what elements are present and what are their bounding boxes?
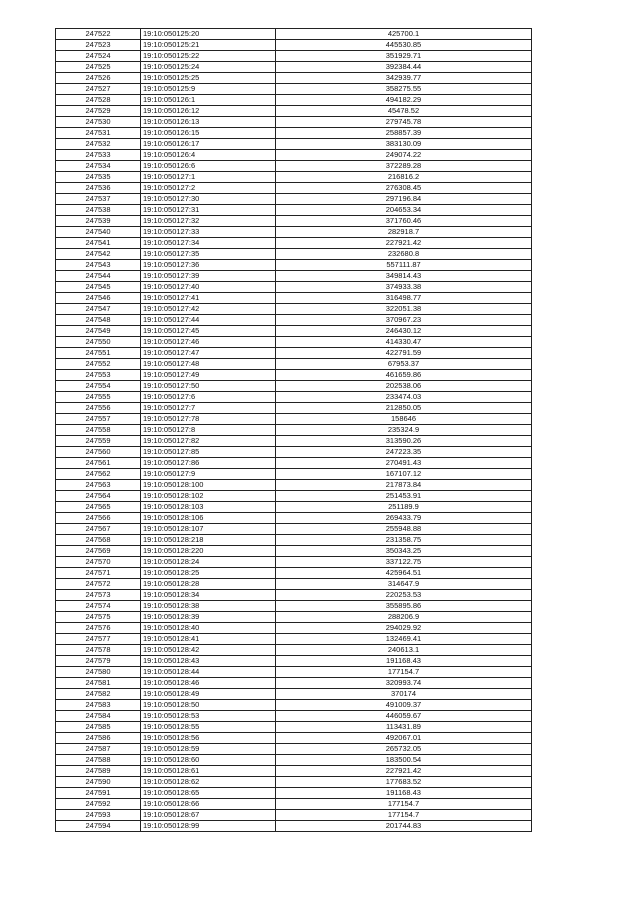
value-cell: 392384.44	[276, 62, 532, 73]
value-cell: 414330.47	[276, 337, 532, 348]
row-number-cell: 247522	[56, 29, 141, 40]
table-row	[56, 766, 532, 777]
row-number-cell: 247576	[56, 623, 141, 634]
table-row	[56, 73, 532, 84]
row-number-cell: 247572	[56, 579, 141, 590]
cadastral-number-cell: 19:10:050128:62	[141, 777, 276, 788]
cadastral-number-cell: 19:10:050128:46	[141, 678, 276, 689]
cadastral-number-cell: 19:10:050128:24	[141, 557, 276, 568]
data-table	[55, 28, 532, 832]
cadastral-number-cell: 19:10:050128:55	[141, 722, 276, 733]
cadastral-number-cell: 19:10:050127:8	[141, 425, 276, 436]
table-row	[56, 612, 532, 623]
value-cell: 461659.86	[276, 370, 532, 381]
cadastral-number-cell: 19:10:050126:1	[141, 95, 276, 106]
cadastral-number-cell: 19:10:050125:22	[141, 51, 276, 62]
table-row	[56, 172, 532, 183]
cadastral-number-cell: 19:10:050127:49	[141, 370, 276, 381]
cadastral-number-cell: 19:10:050127:33	[141, 227, 276, 238]
row-number-cell: 247561	[56, 458, 141, 469]
cadastral-number-cell: 19:10:050127:30	[141, 194, 276, 205]
row-number-cell: 247549	[56, 326, 141, 337]
row-number-cell: 247574	[56, 601, 141, 612]
table-row	[56, 304, 532, 315]
table-body	[56, 29, 532, 832]
value-cell: 383130.09	[276, 139, 532, 150]
table-row	[56, 447, 532, 458]
row-number-cell: 247525	[56, 62, 141, 73]
row-number-cell: 247571	[56, 568, 141, 579]
row-number-cell: 247564	[56, 491, 141, 502]
value-cell: 232680.8	[276, 249, 532, 260]
cadastral-number-cell: 19:10:050127:6	[141, 392, 276, 403]
row-number-cell: 247587	[56, 744, 141, 755]
cadastral-number-cell: 19:10:050128:28	[141, 579, 276, 590]
cadastral-number-cell: 19:10:050126:4	[141, 150, 276, 161]
table-row	[56, 502, 532, 513]
row-number-cell: 247560	[56, 447, 141, 458]
cadastral-number-cell: 19:10:050127:44	[141, 315, 276, 326]
table-row	[56, 645, 532, 656]
cadastral-number-cell: 19:10:050127:85	[141, 447, 276, 458]
value-cell: 313590.26	[276, 436, 532, 447]
table-row	[56, 777, 532, 788]
value-cell: 177154.7	[276, 799, 532, 810]
table-row	[56, 799, 532, 810]
table-row	[56, 205, 532, 216]
cadastral-number-cell: 19:10:050128:43	[141, 656, 276, 667]
value-cell: 45478.52	[276, 106, 532, 117]
table-row	[56, 711, 532, 722]
row-number-cell: 247529	[56, 106, 141, 117]
cadastral-number-cell: 19:10:050127:86	[141, 458, 276, 469]
value-cell: 251189.9	[276, 502, 532, 513]
row-number-cell: 247558	[56, 425, 141, 436]
table-row	[56, 40, 532, 51]
value-cell: 167107.12	[276, 469, 532, 480]
value-cell: 276308.45	[276, 183, 532, 194]
row-number-cell: 247537	[56, 194, 141, 205]
table-row	[56, 370, 532, 381]
row-number-cell: 247553	[56, 370, 141, 381]
row-number-cell: 247542	[56, 249, 141, 260]
cadastral-number-cell: 19:10:050127:36	[141, 260, 276, 271]
value-cell: 235324.9	[276, 425, 532, 436]
value-cell: 491009.37	[276, 700, 532, 711]
row-number-cell: 247552	[56, 359, 141, 370]
row-number-cell: 247563	[56, 480, 141, 491]
row-number-cell: 247541	[56, 238, 141, 249]
table-row	[56, 51, 532, 62]
cadastral-number-cell: 19:10:050128:61	[141, 766, 276, 777]
value-cell: 337122.75	[276, 557, 532, 568]
cadastral-number-cell: 19:10:050128:34	[141, 590, 276, 601]
row-number-cell: 247566	[56, 513, 141, 524]
cadastral-number-cell: 19:10:050127:40	[141, 282, 276, 293]
table-row	[56, 722, 532, 733]
table-row	[56, 480, 532, 491]
cadastral-number-cell: 19:10:050127:31	[141, 205, 276, 216]
cadastral-number-cell: 19:10:050128:220	[141, 546, 276, 557]
row-number-cell: 247585	[56, 722, 141, 733]
table-row	[56, 337, 532, 348]
row-number-cell: 247573	[56, 590, 141, 601]
table-row	[56, 183, 532, 194]
cadastral-number-cell: 19:10:050128:99	[141, 821, 276, 832]
cadastral-number-cell: 19:10:050127:42	[141, 304, 276, 315]
value-cell: 249074.22	[276, 150, 532, 161]
value-cell: 177154.7	[276, 810, 532, 821]
value-cell: 446059.67	[276, 711, 532, 722]
value-cell: 342939.77	[276, 73, 532, 84]
table-row	[56, 249, 532, 260]
value-cell: 282918.7	[276, 227, 532, 238]
value-cell: 279745.78	[276, 117, 532, 128]
row-number-cell: 247556	[56, 403, 141, 414]
row-number-cell: 247544	[56, 271, 141, 282]
cadastral-number-cell: 19:10:050127:2	[141, 183, 276, 194]
cadastral-number-cell: 19:10:050128:50	[141, 700, 276, 711]
row-number-cell: 247583	[56, 700, 141, 711]
value-cell: 370174	[276, 689, 532, 700]
cadastral-number-cell: 19:10:050128:56	[141, 733, 276, 744]
row-number-cell: 247546	[56, 293, 141, 304]
value-cell: 294029.92	[276, 623, 532, 634]
table-row	[56, 62, 532, 73]
row-number-cell: 247557	[56, 414, 141, 425]
table-row	[56, 128, 532, 139]
table-row	[56, 755, 532, 766]
value-cell: 425700.1	[276, 29, 532, 40]
row-number-cell: 247586	[56, 733, 141, 744]
table-row	[56, 216, 532, 227]
value-cell: 316498.77	[276, 293, 532, 304]
row-number-cell: 247568	[56, 535, 141, 546]
cadastral-number-cell: 19:10:050125:25	[141, 73, 276, 84]
row-number-cell: 247524	[56, 51, 141, 62]
table-row	[56, 348, 532, 359]
table-row	[56, 788, 532, 799]
value-cell: 355895.86	[276, 601, 532, 612]
row-number-cell: 247535	[56, 172, 141, 183]
table-row	[56, 260, 532, 271]
row-number-cell: 247594	[56, 821, 141, 832]
cadastral-number-cell: 19:10:050128:59	[141, 744, 276, 755]
table-row	[56, 524, 532, 535]
cadastral-number-cell: 19:10:050127:46	[141, 337, 276, 348]
row-number-cell: 247531	[56, 128, 141, 139]
cadastral-number-cell: 19:10:050127:1	[141, 172, 276, 183]
table-row	[56, 381, 532, 392]
row-number-cell: 247559	[56, 436, 141, 447]
cadastral-number-cell: 19:10:050127:34	[141, 238, 276, 249]
cadastral-number-cell: 19:10:050128:42	[141, 645, 276, 656]
value-cell: 240613.1	[276, 645, 532, 656]
row-number-cell: 247588	[56, 755, 141, 766]
table-row	[56, 601, 532, 612]
value-cell: 320993.74	[276, 678, 532, 689]
table-row	[56, 84, 532, 95]
row-number-cell: 247579	[56, 656, 141, 667]
value-cell: 217873.84	[276, 480, 532, 491]
value-cell: 255948.88	[276, 524, 532, 535]
value-cell: 231358.75	[276, 535, 532, 546]
cadastral-number-cell: 19:10:050127:78	[141, 414, 276, 425]
table-row	[56, 667, 532, 678]
row-number-cell: 247567	[56, 524, 141, 535]
table-row	[56, 436, 532, 447]
cadastral-number-cell: 19:10:050128:53	[141, 711, 276, 722]
cadastral-number-cell: 19:10:050127:47	[141, 348, 276, 359]
row-number-cell: 247548	[56, 315, 141, 326]
row-number-cell: 247577	[56, 634, 141, 645]
value-cell: 322051.38	[276, 304, 532, 315]
table-row	[56, 579, 532, 590]
table-row	[56, 271, 532, 282]
table-row	[56, 359, 532, 370]
value-cell: 557111.87	[276, 260, 532, 271]
cadastral-number-cell: 19:10:050127:7	[141, 403, 276, 414]
table-row	[56, 634, 532, 645]
table-row	[56, 744, 532, 755]
cadastral-number-cell: 19:10:050126:15	[141, 128, 276, 139]
row-number-cell: 247527	[56, 84, 141, 95]
cadastral-number-cell: 19:10:050126:6	[141, 161, 276, 172]
value-cell: 202538.06	[276, 381, 532, 392]
table-row	[56, 546, 532, 557]
table-row	[56, 689, 532, 700]
cadastral-number-cell: 19:10:050126:17	[141, 139, 276, 150]
value-cell: 247223.35	[276, 447, 532, 458]
table-row	[56, 227, 532, 238]
row-number-cell: 247570	[56, 557, 141, 568]
table-row	[56, 139, 532, 150]
value-cell: 220253.53	[276, 590, 532, 601]
cadastral-number-cell: 19:10:050128:66	[141, 799, 276, 810]
value-cell: 212850.05	[276, 403, 532, 414]
value-cell: 201744.83	[276, 821, 532, 832]
row-number-cell: 247591	[56, 788, 141, 799]
cadastral-number-cell: 19:10:050128:67	[141, 810, 276, 821]
table-row	[56, 425, 532, 436]
value-cell: 191168.43	[276, 656, 532, 667]
row-number-cell: 247578	[56, 645, 141, 656]
row-number-cell: 247562	[56, 469, 141, 480]
table-row	[56, 95, 532, 106]
row-number-cell: 247538	[56, 205, 141, 216]
table-row	[56, 106, 532, 117]
value-cell: 372289.28	[276, 161, 532, 172]
value-cell: 314647.9	[276, 579, 532, 590]
value-cell: 183500.54	[276, 755, 532, 766]
value-cell: 349814.43	[276, 271, 532, 282]
table-row	[56, 590, 532, 601]
row-number-cell: 247590	[56, 777, 141, 788]
cadastral-number-cell: 19:10:050128:49	[141, 689, 276, 700]
cadastral-number-cell: 19:10:050127:82	[141, 436, 276, 447]
cadastral-number-cell: 19:10:050127:39	[141, 271, 276, 282]
table-row	[56, 458, 532, 469]
value-cell: 67953.37	[276, 359, 532, 370]
value-cell: 270491.43	[276, 458, 532, 469]
value-cell: 492067.01	[276, 733, 532, 744]
table-row	[56, 392, 532, 403]
cadastral-number-cell: 19:10:050128:102	[141, 491, 276, 502]
cadastral-number-cell: 19:10:050125:24	[141, 62, 276, 73]
table-row	[56, 568, 532, 579]
value-cell: 227921.42	[276, 766, 532, 777]
cadastral-number-cell: 19:10:050126:13	[141, 117, 276, 128]
value-cell: 358275.55	[276, 84, 532, 95]
table-row	[56, 623, 532, 634]
value-cell: 177154.7	[276, 667, 532, 678]
row-number-cell: 247580	[56, 667, 141, 678]
row-number-cell: 247534	[56, 161, 141, 172]
value-cell: 251453.91	[276, 491, 532, 502]
value-cell: 216816.2	[276, 172, 532, 183]
cadastral-number-cell: 19:10:050128:39	[141, 612, 276, 623]
row-number-cell: 247592	[56, 799, 141, 810]
cadastral-number-cell: 19:10:050128:107	[141, 524, 276, 535]
value-cell: 425964.51	[276, 568, 532, 579]
value-cell: 288206.9	[276, 612, 532, 623]
row-number-cell: 247551	[56, 348, 141, 359]
cadastral-number-cell: 19:10:050125:20	[141, 29, 276, 40]
value-cell: 374933.38	[276, 282, 532, 293]
row-number-cell: 247555	[56, 392, 141, 403]
cadastral-number-cell: 19:10:050127:48	[141, 359, 276, 370]
value-cell: 191168.43	[276, 788, 532, 799]
value-cell: 158646	[276, 414, 532, 425]
row-number-cell: 247569	[56, 546, 141, 557]
table-row	[56, 194, 532, 205]
value-cell: 297196.84	[276, 194, 532, 205]
cadastral-number-cell: 19:10:050128:38	[141, 601, 276, 612]
cadastral-number-cell: 19:10:050127:45	[141, 326, 276, 337]
table-row	[56, 678, 532, 689]
value-cell: 445530.85	[276, 40, 532, 51]
table-row	[56, 161, 532, 172]
cadastral-number-cell: 19:10:050127:9	[141, 469, 276, 480]
cadastral-number-cell: 19:10:050128:100	[141, 480, 276, 491]
cadastral-number-cell: 19:10:050125:9	[141, 84, 276, 95]
row-number-cell: 247554	[56, 381, 141, 392]
cadastral-number-cell: 19:10:050128:40	[141, 623, 276, 634]
cadastral-number-cell: 19:10:050127:35	[141, 249, 276, 260]
table-row	[56, 326, 532, 337]
value-cell: 204653.34	[276, 205, 532, 216]
table-row	[56, 282, 532, 293]
table-row	[56, 535, 532, 546]
row-number-cell: 247581	[56, 678, 141, 689]
row-number-cell: 247540	[56, 227, 141, 238]
value-cell: 227921.42	[276, 238, 532, 249]
table-row	[56, 733, 532, 744]
row-number-cell: 247545	[56, 282, 141, 293]
cadastral-number-cell: 19:10:050128:65	[141, 788, 276, 799]
table-row	[56, 414, 532, 425]
cadastral-number-cell: 19:10:050127:50	[141, 381, 276, 392]
row-number-cell: 247547	[56, 304, 141, 315]
table-row	[56, 150, 532, 161]
table-row	[56, 810, 532, 821]
cadastral-number-cell: 19:10:050128:218	[141, 535, 276, 546]
row-number-cell: 247584	[56, 711, 141, 722]
value-cell: 265732.05	[276, 744, 532, 755]
cadastral-number-cell: 19:10:050126:12	[141, 106, 276, 117]
row-number-cell: 247530	[56, 117, 141, 128]
table-row	[56, 821, 532, 832]
value-cell: 177683.52	[276, 777, 532, 788]
row-number-cell: 247526	[56, 73, 141, 84]
cadastral-number-cell: 19:10:050127:41	[141, 293, 276, 304]
cadastral-number-cell: 19:10:050128:60	[141, 755, 276, 766]
cadastral-number-cell: 19:10:050128:44	[141, 667, 276, 678]
cadastral-number-cell: 19:10:050127:32	[141, 216, 276, 227]
table-row	[56, 29, 532, 40]
row-number-cell: 247593	[56, 810, 141, 821]
value-cell: 132469.41	[276, 634, 532, 645]
table-row	[56, 293, 532, 304]
table-row	[56, 117, 532, 128]
value-cell: 370967.23	[276, 315, 532, 326]
row-number-cell: 247536	[56, 183, 141, 194]
value-cell: 494182.29	[276, 95, 532, 106]
value-cell: 258857.39	[276, 128, 532, 139]
table-row	[56, 238, 532, 249]
table-row	[56, 315, 532, 326]
value-cell: 371760.46	[276, 216, 532, 227]
row-number-cell: 247528	[56, 95, 141, 106]
row-number-cell: 247550	[56, 337, 141, 348]
row-number-cell: 247565	[56, 502, 141, 513]
row-number-cell: 247589	[56, 766, 141, 777]
value-cell: 269433.79	[276, 513, 532, 524]
table-row	[56, 491, 532, 502]
table-row	[56, 557, 532, 568]
cadastral-number-cell: 19:10:050128:106	[141, 513, 276, 524]
cadastral-number-cell: 19:10:050128:41	[141, 634, 276, 645]
row-number-cell: 247533	[56, 150, 141, 161]
table-row	[56, 403, 532, 414]
value-cell: 351929.71	[276, 51, 532, 62]
value-cell: 246430.12	[276, 326, 532, 337]
row-number-cell: 247582	[56, 689, 141, 700]
row-number-cell: 247539	[56, 216, 141, 227]
row-number-cell: 247543	[56, 260, 141, 271]
row-number-cell: 247575	[56, 612, 141, 623]
table-row	[56, 469, 532, 480]
row-number-cell: 247523	[56, 40, 141, 51]
value-cell: 113431.89	[276, 722, 532, 733]
cadastral-number-cell: 19:10:050125:21	[141, 40, 276, 51]
table-row	[56, 700, 532, 711]
value-cell: 233474.03	[276, 392, 532, 403]
row-number-cell: 247532	[56, 139, 141, 150]
value-cell: 350343.25	[276, 546, 532, 557]
cadastral-number-cell: 19:10:050128:103	[141, 502, 276, 513]
cadastral-number-cell: 19:10:050128:25	[141, 568, 276, 579]
table-row	[56, 513, 532, 524]
value-cell: 422791.59	[276, 348, 532, 359]
table-row	[56, 656, 532, 667]
